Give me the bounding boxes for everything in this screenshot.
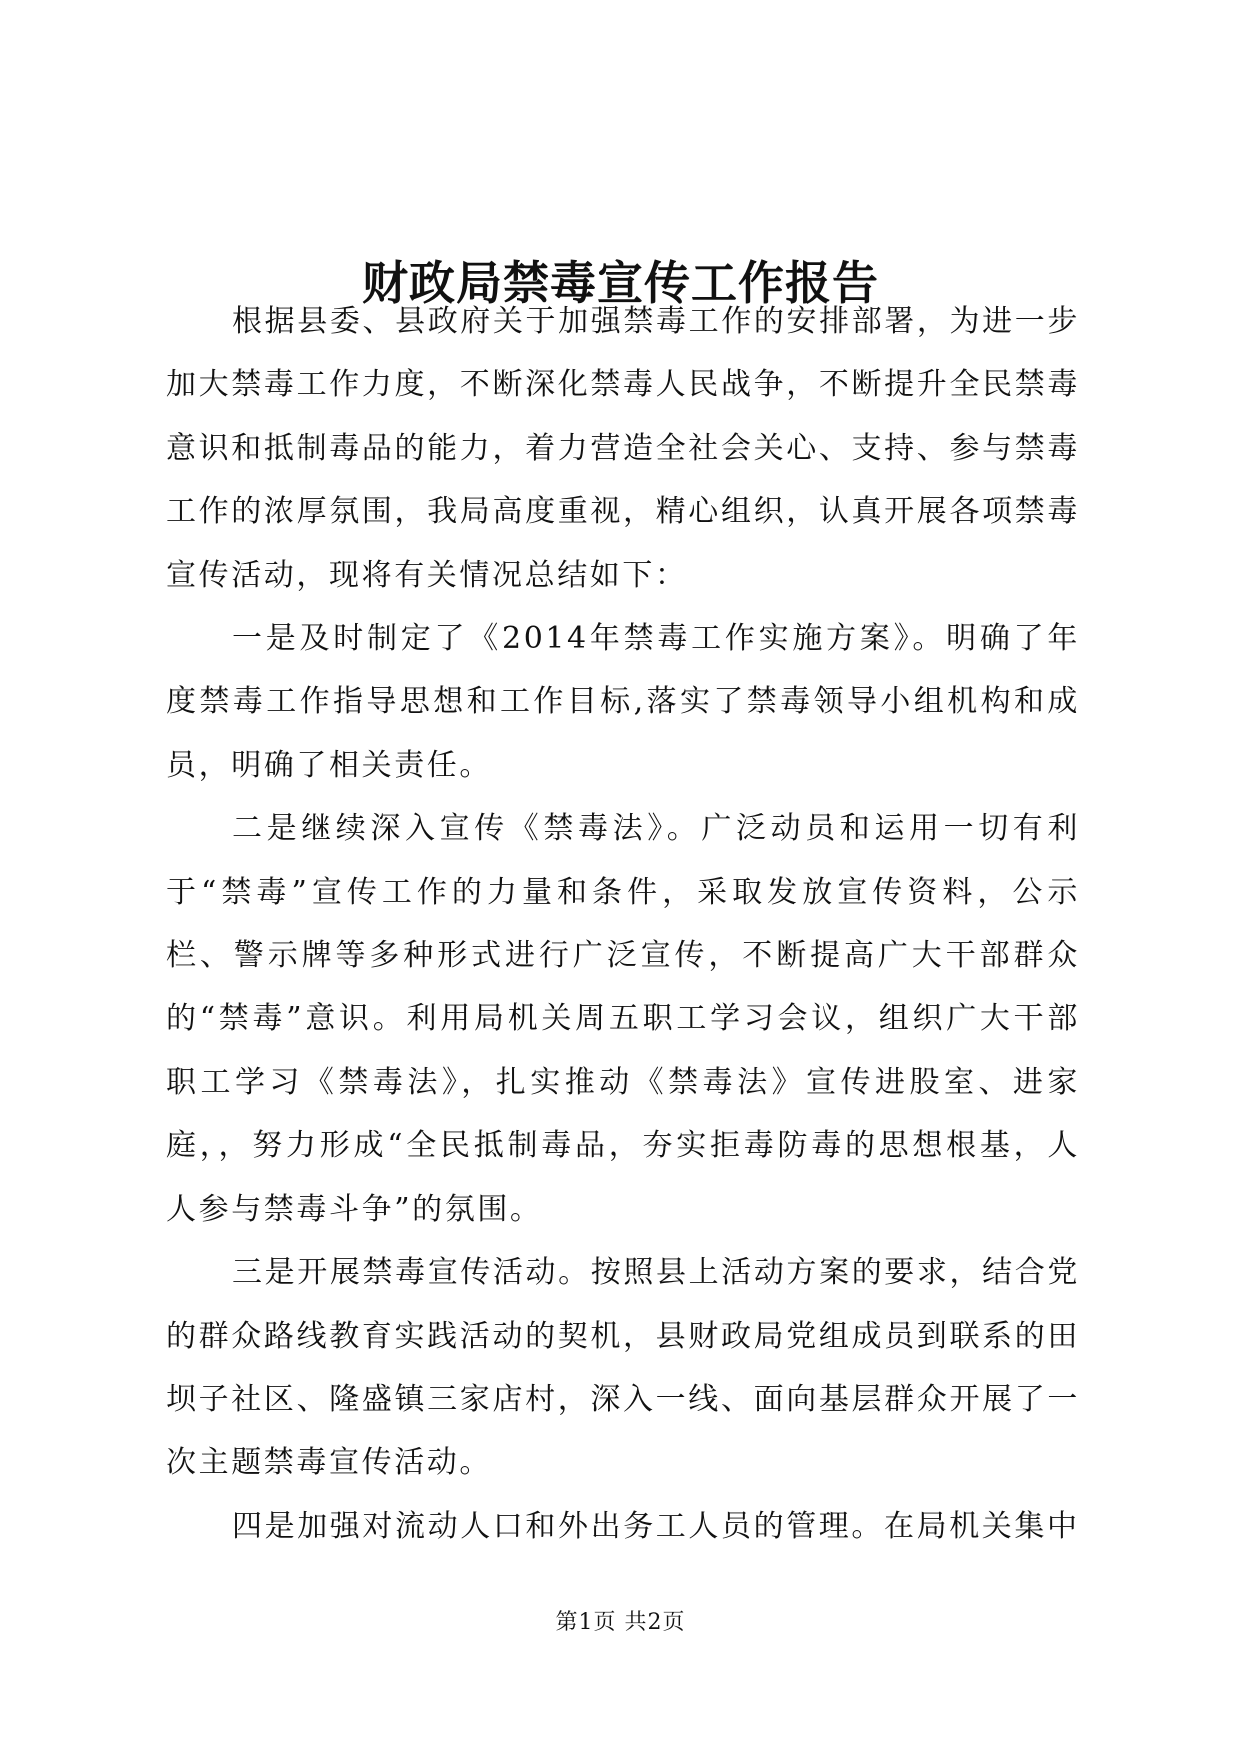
paragraph-intro: 根据县委、县政府关于加强禁毒工作的安排部署，为进一步加大禁毒工作力度，不断深化禁毒人民战争，不断提升全民禁毒意识和抵制毒品的能力，着力营造全社会关心、支持、参与禁毒工作的浓厚氛围，我局高度重视，精心组织，认真开展各项禁毒宣传活动，现将有关情况总结如下： [166, 304, 1080, 593]
paragraph-item-1: 一是及时制定了《2014年禁毒工作实施方案》。明确了年度禁毒工作指导思想和工作目标,落实了禁毒领导小组机构和成员，明确了相关责任。 [166, 621, 1080, 783]
paragraph-item-4: 四是加强对流动人口和外出务工人员的管理。在局机关集中 [232, 1508, 1080, 1544]
document-title: 财政局禁毒宣传工作报告 [362, 255, 879, 310]
page-number-footer: 第1页 共2页 [555, 1610, 686, 1635]
paragraph-item-3: 三是开展禁毒宣传活动。按照县上活动方案的要求，结合党的群众路线教育实践活动的契机，县财政局党组成员到联系的田坝子社区、隆盛镇三家店村，深入一线、面向基层群众开展了一次主题禁毒宣传活动。 [166, 1255, 1080, 1481]
paragraph-item-2: 二是继续深入宣传《禁毒法》。广泛动员和运用一切有利于“禁毒”宣传工作的力量和条件，采取发放宣传资料，公示栏、警示牌等多种形式进行广泛宣传，不断提高广大干部群众的“禁毒”意识。利用局机关周五职工学习会议，组织广大干部职工学习《禁毒法》，扎实推动《禁毒法》宣传进股室、进家庭，，努力形成“全民抵制毒品，夯实拒毒防毒的思想根基，人人参与禁毒斗争”的氛围。 [166, 811, 1080, 1227]
document-body [166, 290, 1080, 1558]
